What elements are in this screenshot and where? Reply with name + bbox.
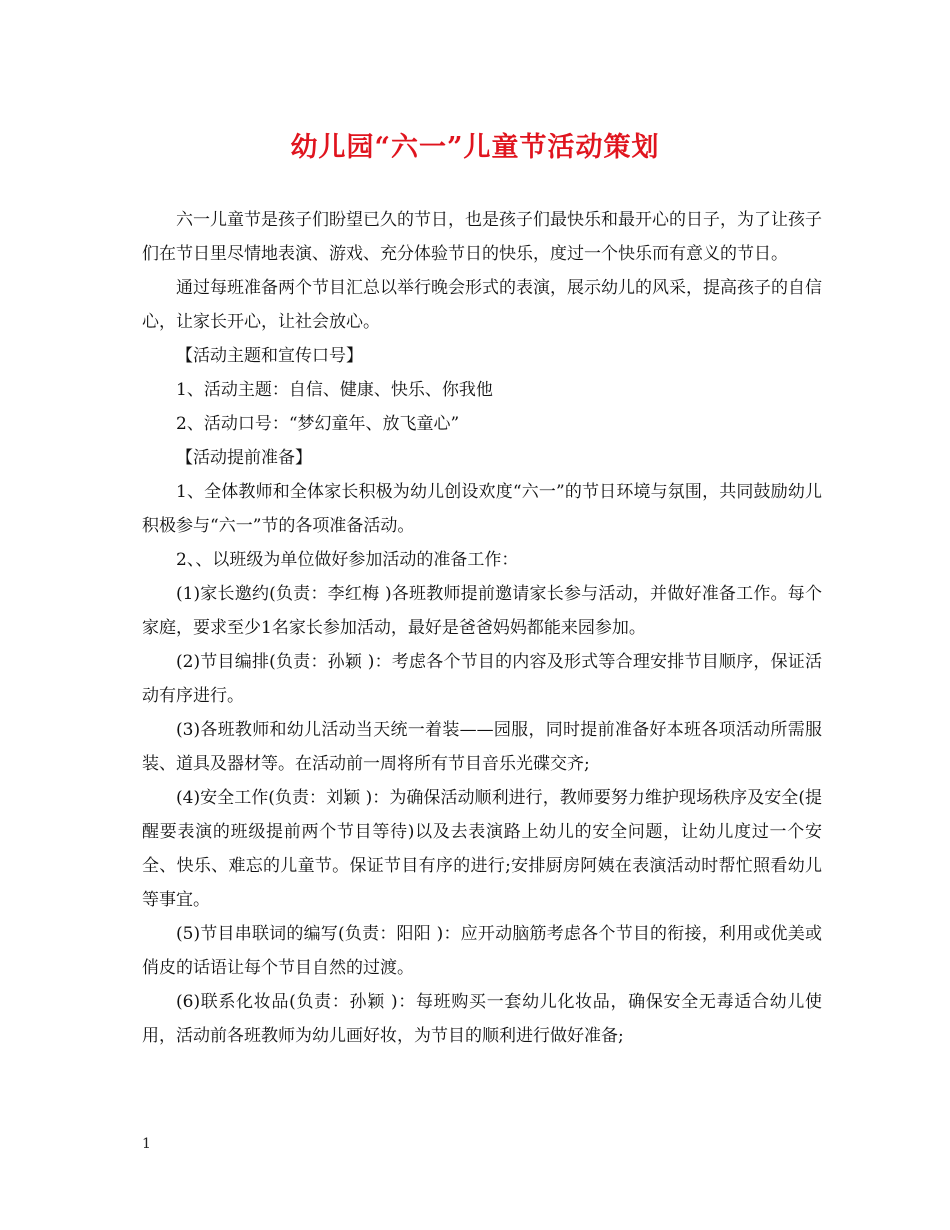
section-heading-theme: 【活动主题和宣传口号】 (176, 346, 363, 366)
section-heading-preparation: 【活动提前准备】 (176, 448, 312, 468)
document-body (142, 203, 822, 1053)
paragraph-prep-2: 2、、以班级为单位做好参加活动的准备工作： (176, 550, 519, 570)
paragraph-item-3: (3)各班教师和幼儿活动当天统一着装——园服，同时提前准备好本班各项活动所需服装、道具及器材等。在活动前一周将所有节目音乐光碟交齐; (142, 720, 822, 774)
paragraph-item-1: (1)家长邀约(负责：李红梅 )各班教师提前邀请家长参与活动，并做好准备工作。每个家庭，要求至少1名家长参加活动，最好是爸爸妈妈都能来园参加。 (142, 584, 822, 638)
page-number: 1 (142, 1136, 151, 1152)
paragraph-intro-2: 通过每班准备两个节目汇总以举行晚会形式的表演，展示幼儿的风采，提高孩子的自信心，让家长开心，让社会放心。 (142, 278, 822, 332)
paragraph-item-5: (5)节目串联词的编写(负责：阳阳 )：应开动脑筋考虑各个节目的衔接，利用或优美或俏皮的话语让每个节目自然的过渡。 (142, 924, 822, 978)
document-title: 幼儿园“六一”儿童节活动策划 (290, 132, 660, 163)
paragraph-item-2: (2)节目编排(负责：孙颖 )：考虑各个节目的内容及形式等合理安排节目顺序，保证活动有序进行。 (142, 652, 822, 706)
paragraph-prep-1: 1、全体教师和全体家长积极为幼儿创设欢度“六一”的节日环境与氛围，共同鼓励幼儿积极参与“六一”节的各项准备活动。 (142, 482, 822, 536)
paragraph-item-6: (6)联系化妆品(负责：孙颖 )：每班购买一套幼儿化妆品，确保安全无毒适合幼儿使用，活动前各班教师为幼儿画好妆，为节目的顺利进行做好准备; (142, 992, 822, 1046)
paragraph-slogan: 2、活动口号：“梦幻童年、放飞童心” (176, 414, 460, 434)
paragraph-intro-1: 六一儿童节是孩子们盼望已久的节日，也是孩子们最快乐和最开心的日子，为了让孩子们在节日里尽情地表演、游戏、充分体验节日的快乐，度过一个快乐而有意义的节日。 (142, 210, 822, 264)
paragraph-item-4: (4)安全工作(负责：刘颖 )：为确保活动顺利进行，教师要努力维护现场秩序及安全(提醒要表演的班级提前两个节目等待)以及去表演路上幼儿的安全问题，让幼儿度过一个安全、快乐、难忘的儿童节。保证节目有序的进行;安排厨房阿姨在表演活动时帮忙照看幼儿等事宜。 (142, 788, 822, 910)
paragraph-theme: 1、活动主题：自信、健康、快乐、你我他 (176, 380, 493, 400)
